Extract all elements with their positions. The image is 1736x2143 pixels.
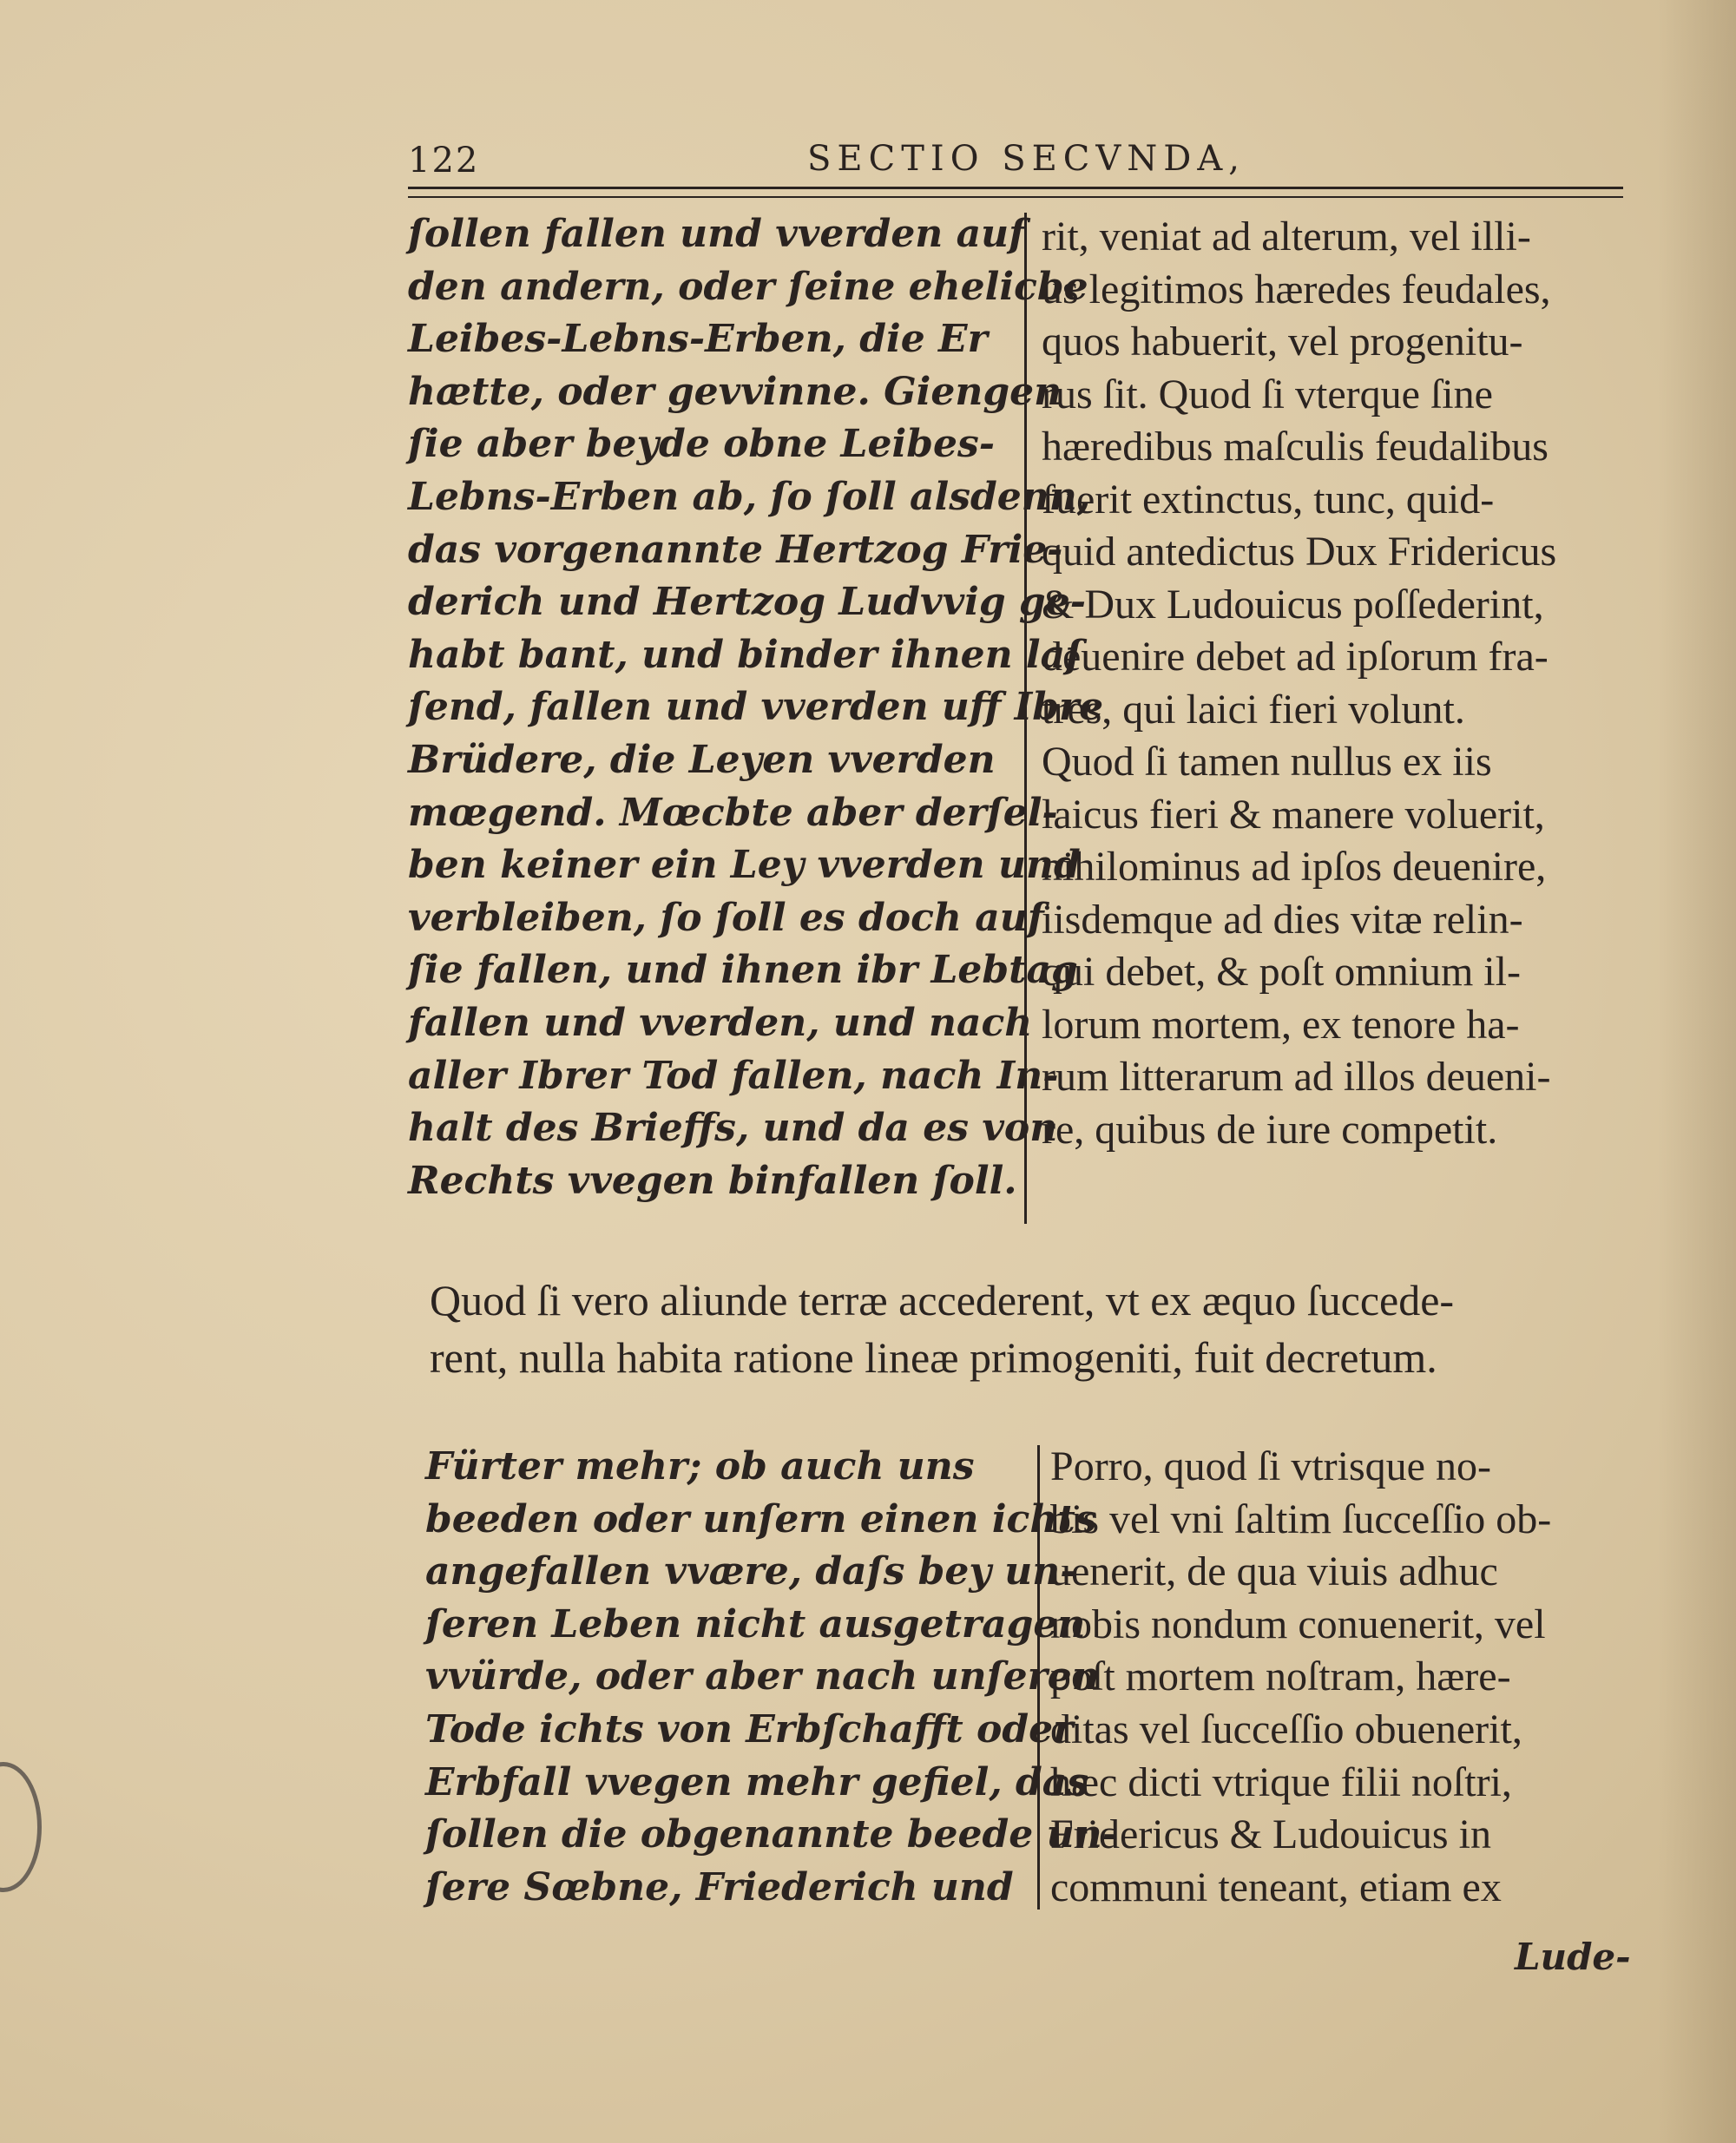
text-line: Brüdere, die Leyen vverden xyxy=(408,737,996,782)
text-line: us legitimos hæredes feudales, xyxy=(1042,266,1551,312)
text-line: derich und Hertzog Ludvvig ge- xyxy=(408,580,1086,625)
text-line: ſie aber beyde obne Leibes- xyxy=(408,422,995,467)
text-line: laicus fieri & manere voluerit, xyxy=(1042,791,1545,838)
text-line: uenerit, de qua viuis adhuc xyxy=(1050,1548,1498,1595)
page-number: 122 xyxy=(408,141,480,181)
text-line: re, quibus de iure competit. xyxy=(1042,1106,1498,1153)
text-line: verbleiben, ſo ſoll es doch auf xyxy=(408,895,1044,940)
text-line: tres, qui laici fieri volunt. xyxy=(1042,686,1465,733)
text-line: hæc dicti vtrique filii noſtri, xyxy=(1050,1758,1512,1805)
text-line: rus ſit. Quod ſi vterque ſine xyxy=(1042,371,1493,417)
text-line: bis vel vni ſaltim ſucceſſio ob- xyxy=(1050,1495,1552,1542)
text-line: & Dux Ludouicus poſſederint, xyxy=(1042,581,1544,628)
text-line: ſeren Leben nicht ausgetragen xyxy=(425,1601,1086,1647)
catchword: Lude- xyxy=(1515,1936,1631,1978)
text-line: Lebns-Erben ab, ſo ſoll alsdenn, xyxy=(408,474,1091,519)
text-line: rit, veniat ad alterum, vel illi- xyxy=(1042,214,1531,260)
text-line: aller Ibrer Tod fallen, nach In- xyxy=(408,1053,1059,1098)
text-line: beeden oder unſern einen ichts xyxy=(425,1496,1097,1542)
middle-line: Quod ſi vero aliunde terræ accederent, vt ex æquo ſuccede- xyxy=(430,1276,1455,1325)
latin-column-1 xyxy=(1042,211,1649,1156)
text-line: Leibes-Lebns-Erben, die Er xyxy=(408,317,988,362)
text-line: Tode ichts von Erbſchafft oder xyxy=(425,1706,1074,1752)
german-column-1 xyxy=(408,208,1104,1207)
text-line: Erbfall vvegen mehr gefiel, das xyxy=(425,1759,1089,1804)
text-line: Fridericus & Ludouicus in xyxy=(1050,1811,1491,1858)
text-line: ditas vel ſucceſſio obuenerit, xyxy=(1050,1706,1522,1752)
text-line: ſollen die obgenannte beede un- xyxy=(425,1812,1118,1857)
binding-ring xyxy=(0,1762,42,1892)
text-line: das vorgenannte Hertzog Frie- xyxy=(408,527,1063,572)
text-line: qui debet, & poſt omnium il- xyxy=(1042,949,1521,995)
text-line: lorum mortem, ex tenore ha- xyxy=(1042,1001,1520,1048)
text-line: angefallen vvære, daſs bey un- xyxy=(425,1549,1076,1594)
header-rule xyxy=(408,187,1623,198)
text-line: nobis nondum conuenerit, vel xyxy=(1050,1601,1546,1647)
german-column-2 xyxy=(425,1441,1118,1914)
text-line: habt bant, und binder ihnen laſ xyxy=(408,632,1082,677)
column-divider-1 xyxy=(1024,213,1027,1224)
text-line: nihilominus ad ipſos deuenire, xyxy=(1042,844,1547,890)
text-line: ben keiner ein Ley vverden und xyxy=(408,843,1081,888)
text-line: fallen und vverden, und nach xyxy=(408,1000,1033,1045)
text-line: Quod ſi tamen nullus ex iis xyxy=(1042,739,1492,785)
text-line: ſend, fallen und vverden uff Ibre xyxy=(408,685,1104,730)
text-line: hætte, oder gevvinne. Giengen xyxy=(408,369,1062,414)
page-edge-shadow xyxy=(1658,0,1736,2143)
text-line: fuerit extinctus, tunc, quid- xyxy=(1042,476,1495,523)
middle-paragraph xyxy=(430,1272,1645,1386)
running-title: SECTIO SECVNDA, xyxy=(807,139,1246,179)
text-line: deuenire debet ad ipſorum fra- xyxy=(1042,634,1549,680)
text-line: poſt mortem noſtram, hære- xyxy=(1050,1653,1511,1700)
text-line: rum litterarum ad illos deueni- xyxy=(1042,1054,1551,1100)
text-line: Porro, quod ſi vtrisque no- xyxy=(1050,1443,1491,1489)
middle-line: rent, nulla habita ratione lineæ primogeniti, fuit decretum. xyxy=(430,1333,1437,1382)
text-line: halt des Brieffs, und da es von xyxy=(408,1106,1058,1151)
text-line: Fürter mehr; ob auch uns xyxy=(425,1444,975,1489)
text-line: quos habuerit, vel progenitu- xyxy=(1042,319,1523,365)
text-line: ſie fallen, und ihnen ibr Lebtag xyxy=(408,948,1078,993)
text-line: mœgend. Mœcbte aber derſel- xyxy=(408,790,1058,835)
text-line: communi teneant, etiam ex xyxy=(1050,1864,1502,1910)
text-line: hæredibus maſculis feudalibus xyxy=(1042,424,1549,470)
text-line: iisdemque ad dies vitæ relin- xyxy=(1042,896,1523,943)
text-line: vvürde, oder aber nach unſeren xyxy=(425,1654,1100,1699)
column-divider-2 xyxy=(1037,1445,1040,1910)
latin-column-2 xyxy=(1050,1441,1649,1914)
text-line: den andern, oder ſeine ehelicbe xyxy=(408,264,1088,309)
text-line: ſere Sœbne, Friederich und xyxy=(425,1864,1014,1910)
page-header xyxy=(408,130,1623,191)
text-line: quid antedictus Dux Fridericus xyxy=(1042,529,1557,575)
text-line: Rechts vvegen binfallen ſoll. xyxy=(408,1158,1017,1203)
text-line: ſollen fallen und vverden auf xyxy=(408,212,1026,256)
